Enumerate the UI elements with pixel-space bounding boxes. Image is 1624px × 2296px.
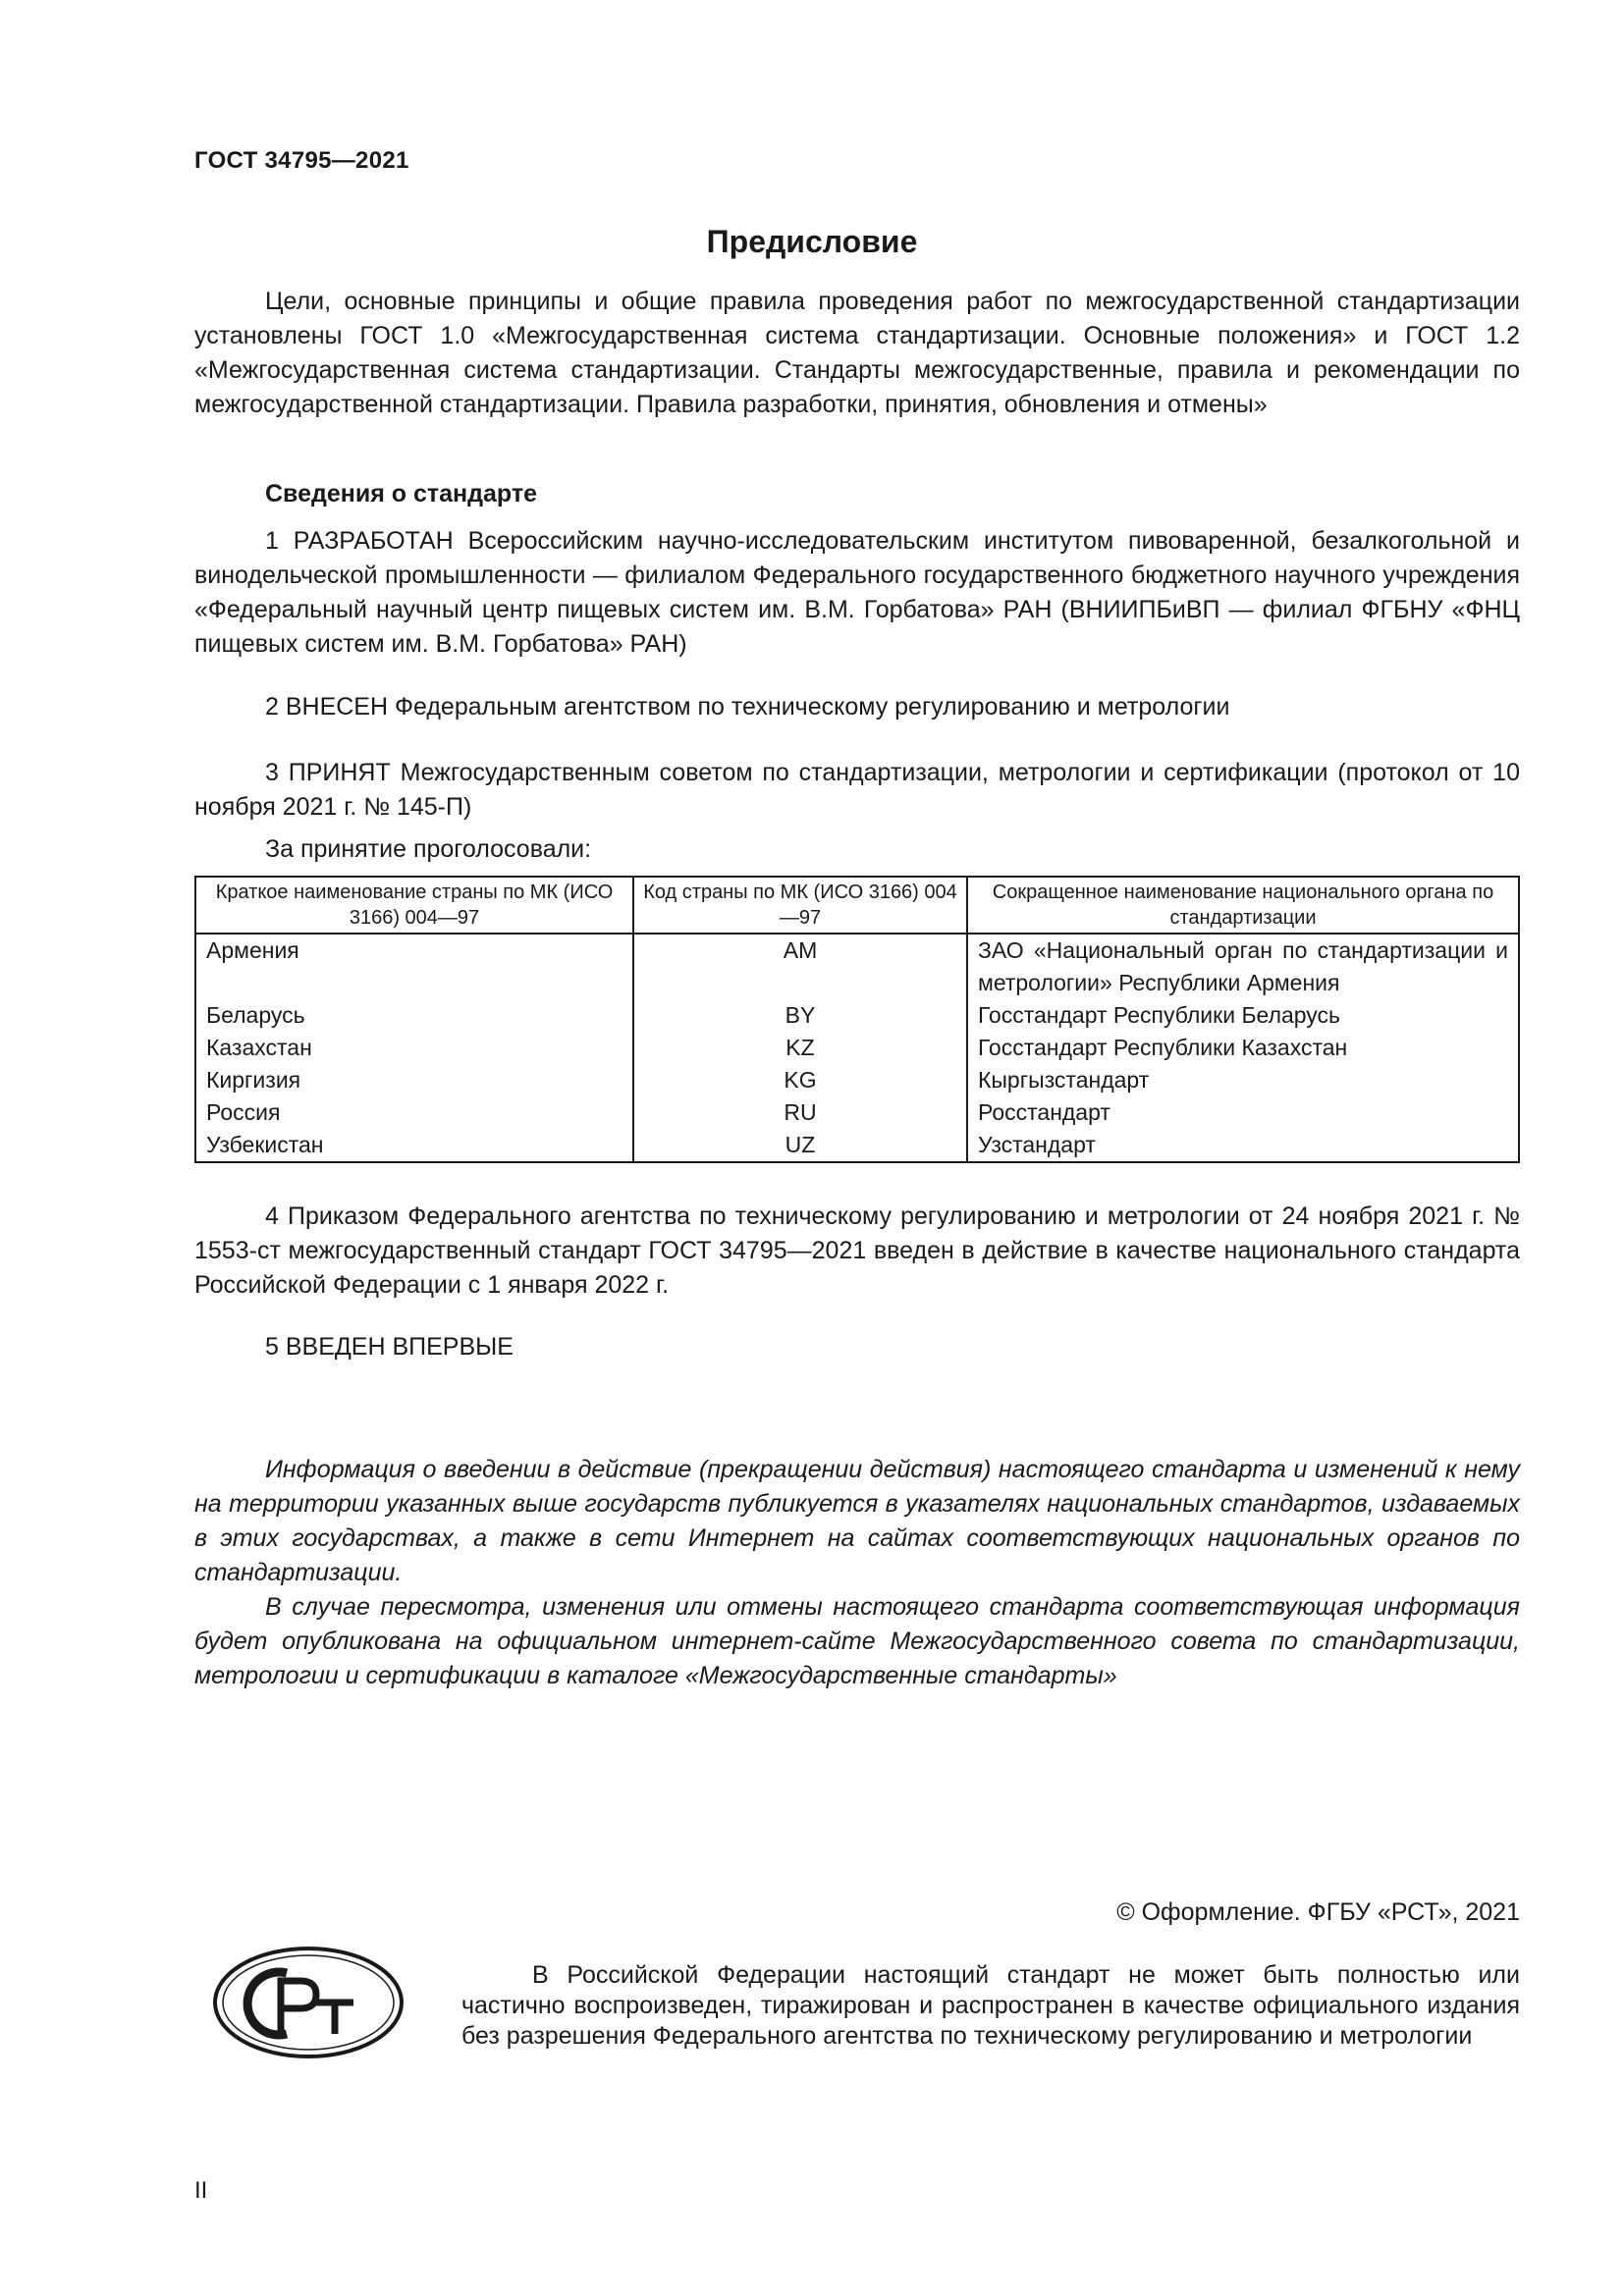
table-header-row <box>195 877 1519 934</box>
country-code: KZ <box>633 1032 967 1064</box>
table-row <box>195 999 1519 1032</box>
table-row <box>195 934 1519 999</box>
copyright-notice: В Российской Федерации настоящий стандарт не может быть полностью или частично воспроизведен, тиражирован и распространен в качестве официального издания без разрешения Федерального агентства по техническому регулированию и метрологии <box>461 1961 1520 2050</box>
country-name: Беларусь <box>195 999 633 1032</box>
country-code: BY <box>633 999 967 1032</box>
national-body: Кыргызстандарт <box>967 1064 1519 1096</box>
page-title: Предисловие <box>706 224 918 259</box>
country-name: Узбекистан <box>195 1129 633 1162</box>
rst-logo-icon <box>210 1944 406 2061</box>
table-row <box>195 1064 1519 1096</box>
national-body: Госстандарт Республики Беларусь <box>967 999 1519 1032</box>
item-4-enacted: 4 Приказом Федерального агентства по техническому регулированию и метрологии от 24 ноября 2021 г. № 1553-ст межгосударственный стандарт ГОСТ 34795—2021 введен в действие в качестве национального стандарта Российской Федерации с 1 января 2022 г. <box>194 1202 1520 1299</box>
item-5-introduced: 5 ВВЕДЕН ВПЕРВЫЕ <box>265 1333 514 1361</box>
table-row <box>195 1129 1519 1162</box>
document-code: ГОСТ 34795—2021 <box>194 147 409 174</box>
item-1-developed: 1 РАЗРАБОТАН Всероссийским научно-исследовательским институтом пивоваренной, безалкогольной и винодельческой промышленности — филиалом Федерального государственного бюджетного научного учреждения «Федеральный научный центр пищевых систем им. В.М. Горбатова» РАН (ВНИИПБиВП — филиал ФГБНУ «ФНЦ пищевых систем им. В.М. Горбатова» РАН) <box>194 527 1520 658</box>
copyright-note: © Оформление. ФГБУ «РСТ», 2021 <box>1116 1898 1520 1926</box>
table-row <box>195 1096 1519 1129</box>
country-code: KG <box>633 1064 967 1096</box>
table-row <box>195 1032 1519 1064</box>
national-body: Росстандарт <box>967 1096 1519 1129</box>
country-name: Киргизия <box>195 1064 633 1096</box>
section-heading: Сведения о стандарте <box>265 480 538 507</box>
item-3-adopted: 3 ПРИНЯТ Межгосударственным советом по стандартизации, метрологии и сертификации (протокол от 10 ноября 2021 г. № 145-П) <box>194 759 1520 821</box>
item-2-submitted: 2 ВНЕСЕН Федеральным агентством по техническому регулированию и метрологии <box>265 693 1230 721</box>
country-name: Россия <box>195 1096 633 1129</box>
country-name: Армения <box>195 934 633 999</box>
table-header-country: Краткое наименование страны по МК (ИСО 3166) 004—97 <box>195 877 633 934</box>
info-paragraph-2: В случае пересмотра, изменения или отмены настоящего стандарта соответствующая информация будет опубликована на официальном интернет-сайте Межгосударственного совета по стандартизации, метрологии и сертификации в каталоге «Межгосударственные стандарты» <box>194 1593 1520 1689</box>
national-body: ЗАО «Национальный орган по стандартизации и метрологии» Республики Армения <box>967 934 1519 999</box>
info-paragraph-1: Информация о введении в действие (прекращении действия) настоящего стандарта и изменений к нему на территории указанных выше государств публикуется в указателях национальных стандартов, издаваемых в этих государствах, а также в сети Интернет на сайтах соответствующих национальных органов по стандартизации. <box>194 1456 1520 1586</box>
vote-caption: За принятие проголосовали: <box>265 835 592 863</box>
national-body: Узстандарт <box>967 1129 1519 1162</box>
country-name: Казахстан <box>195 1032 633 1064</box>
page-number: II <box>194 2177 208 2204</box>
national-body: Госстандарт Республики Казахстан <box>967 1032 1519 1064</box>
country-code: RU <box>633 1096 967 1129</box>
table-header-code: Код страны по МК (ИСО 3166) 004—97 <box>633 877 967 934</box>
country-code: UZ <box>633 1129 967 1162</box>
country-code: AM <box>633 934 967 999</box>
voting-table <box>194 876 1520 1163</box>
table-header-body: Сокращенное наименование национального органа по стандартизации <box>967 877 1519 934</box>
intro-paragraph: Цели, основные принципы и общие правила проведения работ по межгосударственной стандартизации установлены ГОСТ 1.0 «Межгосударственная система стандартизации. Основные положения» и ГОСТ 1.2 «Межгосударственная система стандартизации. Стандарты межгосударственные, правила и рекомендации по межгосударственной стандартизации. Правила разработки, принятия, обновления и отмены» <box>194 288 1520 418</box>
